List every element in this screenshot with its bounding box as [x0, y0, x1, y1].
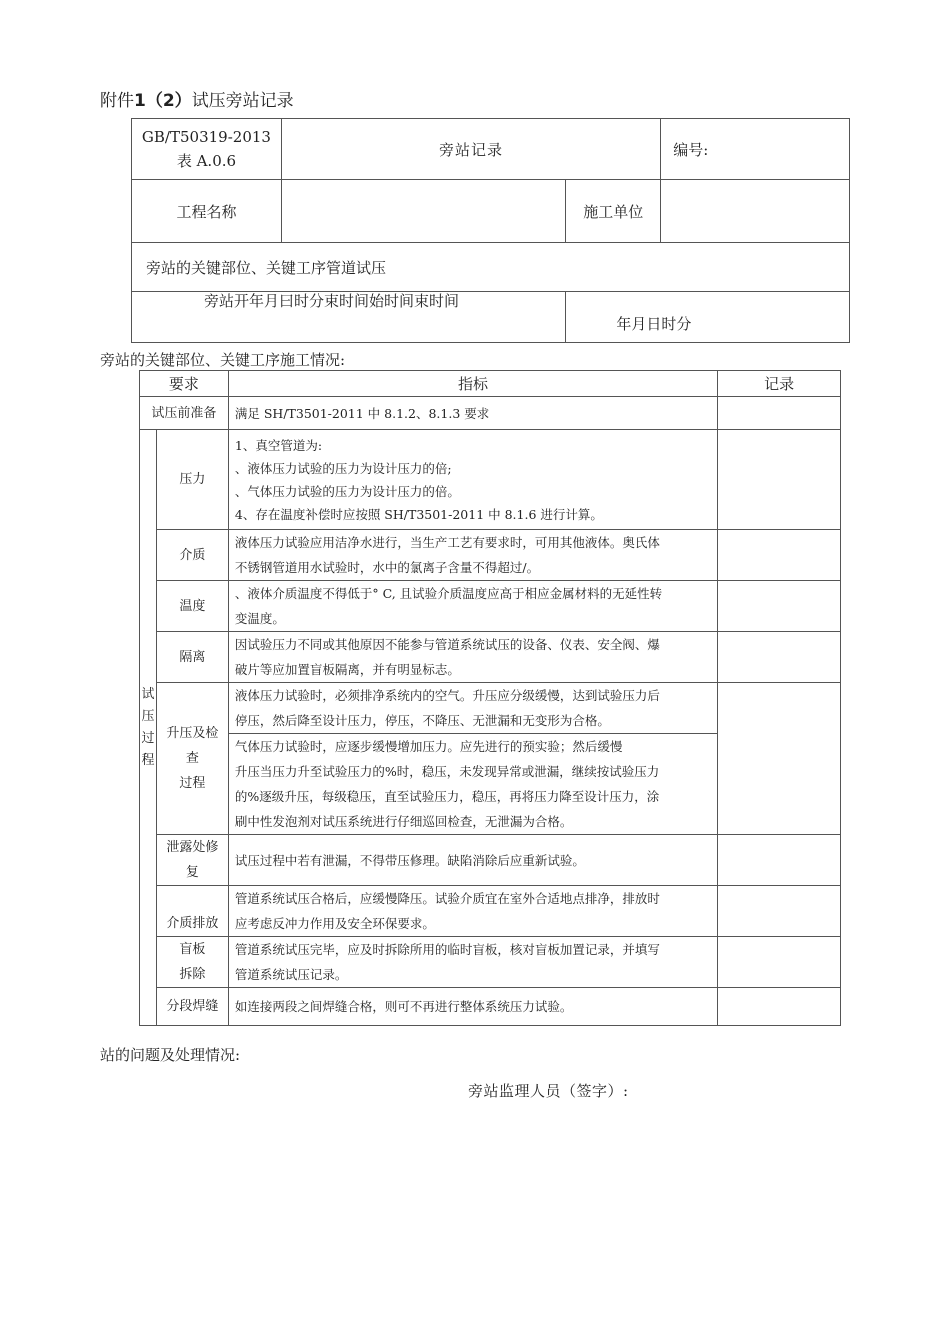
standard-table-ref: 表 A.0.6	[176, 152, 237, 170]
table-row	[140, 430, 841, 530]
col-requirement: 要求	[140, 371, 229, 397]
leak-repair-item: 泄露处修 复	[156, 835, 228, 886]
table-row	[140, 937, 841, 988]
medium-item: 介质	[156, 530, 228, 581]
leak-repair-content: 试压过程中若有泄漏，不得带压修理。缺陷消除后应重新试验。	[228, 835, 717, 886]
table-row	[140, 683, 841, 734]
col-indicator: 指标	[228, 371, 717, 397]
pressure-boost-item: 升压及检 查 过程	[156, 683, 228, 835]
record-cell[interactable]	[718, 886, 841, 937]
col-record: 记录	[718, 371, 841, 397]
record-cell[interactable]	[718, 683, 841, 835]
pre-test-content: 满足 SH/T3501-2011 中 8.1.2、8.1.3 要求	[228, 397, 717, 430]
table-row	[140, 581, 841, 632]
temperature-content: 、液体介质温度不得低于° C, 且试验介质温度应高于相应金属材料的无延性转 变温度。	[228, 581, 717, 632]
temperature-item: 温度	[156, 581, 228, 632]
test-process-group-label: 试 压 过 程	[140, 430, 157, 1026]
record-cell[interactable]	[718, 835, 841, 886]
form-title: 旁站记录	[281, 119, 660, 180]
project-name-label: 工程名称	[132, 180, 282, 243]
record-cell[interactable]	[718, 530, 841, 581]
pressure-content: 1、真空管道为: 、液体压力试验的压力为设计压力的倍; 、气体压力试验的压力为设计压力的倍。 4、存在温度补偿时应按照 SH/T3501-2011 中 8.1.6 进行计算。	[228, 430, 717, 530]
record-cell[interactable]	[718, 581, 841, 632]
time-value: 年月日时分	[566, 292, 850, 343]
number-label: 编号:	[673, 140, 709, 159]
inspection-table	[139, 370, 841, 1026]
table-row	[140, 632, 841, 683]
record-cell[interactable]	[718, 988, 841, 1026]
table-row	[140, 397, 841, 430]
contractor-field[interactable]	[661, 180, 850, 243]
pre-test-item: 试压前准备	[140, 397, 229, 430]
table-header-row	[140, 371, 841, 397]
section-label: 旁站的关键部位、关键工序施工情况:	[100, 351, 346, 369]
gas-test-content: 气体压力试验时，应逐步缓慢增加压力。应先进行的预实验；然后缓慢 升压当压力升至试验压力的%时，稳压，未发现异常或泄漏，继续按试验压力 的%逐级升压，每级稳压，直至试验压力，稳压，再将压力降至设计压力，涂 刷中性发泡剂对试压系统进行仔细巡回检查，无泄漏为合格。	[228, 734, 717, 835]
medium-discharge-content: 管道系统试压合格后，应缓慢降压。试验介质宜在室外合适地点排净，排放时 应考虑反冲力作用及安全环保要求。	[228, 886, 717, 937]
pressure-item: 压力	[156, 430, 228, 530]
record-cell[interactable]	[718, 937, 841, 988]
medium-discharge-item: 介质排放	[156, 886, 228, 937]
segment-weld-item: 分段焊缝	[156, 988, 228, 1026]
table-row	[140, 988, 841, 1026]
table-row	[140, 886, 841, 937]
segment-weld-content: 如连接两段之间焊缝合格，则可不再进行整体系统压力试验。	[228, 988, 717, 1026]
table-row	[140, 530, 841, 581]
header-table	[131, 118, 850, 343]
number-field[interactable]	[661, 119, 850, 180]
key-parts-label: 旁站的关键部位、关键工序管道试压	[132, 243, 850, 292]
contractor-label: 施工单位	[566, 180, 661, 243]
signature-label: 旁站监理人员（签字）:	[468, 1082, 629, 1100]
time-label: 旁站开年月曰时分束时间始时间束时间	[132, 292, 566, 343]
document-title: 附件1（2）试压旁站记录	[100, 91, 294, 111]
issues-label: 站的问题及处理情况:	[100, 1046, 241, 1064]
project-name-field[interactable]	[281, 180, 565, 243]
blind-removal-item: 盲板 拆除	[156, 937, 228, 988]
record-cell[interactable]	[718, 430, 841, 530]
table-row	[140, 835, 841, 886]
isolation-content: 因试验压力不同或其他原因不能参与管道系统试压的设备、仪表、安全阀、爆 破片等应加置盲板隔离，并有明显标志。	[228, 632, 717, 683]
record-cell[interactable]	[718, 397, 841, 430]
record-cell[interactable]	[718, 632, 841, 683]
liquid-test-content: 液体压力试验时，必须排净系统内的空气。升压应分级缓慢，达到试验压力后 停压，然后降至设计压力，停压，不降压、无泄漏和无变形为合格。	[228, 683, 717, 734]
standard-cell	[132, 119, 282, 180]
blind-removal-content: 管道系统试压完毕，应及时拆除所用的临时盲板，核对盲板加置记录，并填写 管道系统试压记录。	[228, 937, 717, 988]
isolation-item: 隔离	[156, 632, 228, 683]
medium-content: 液体压力试验应用洁净水进行，当生产工艺有要求时，可用其他液体。奥氏体 不锈钢管道用水试验时，水中的氯离子含量不得超过/。	[228, 530, 717, 581]
standard-code: GB/T50319-2013	[141, 128, 271, 146]
